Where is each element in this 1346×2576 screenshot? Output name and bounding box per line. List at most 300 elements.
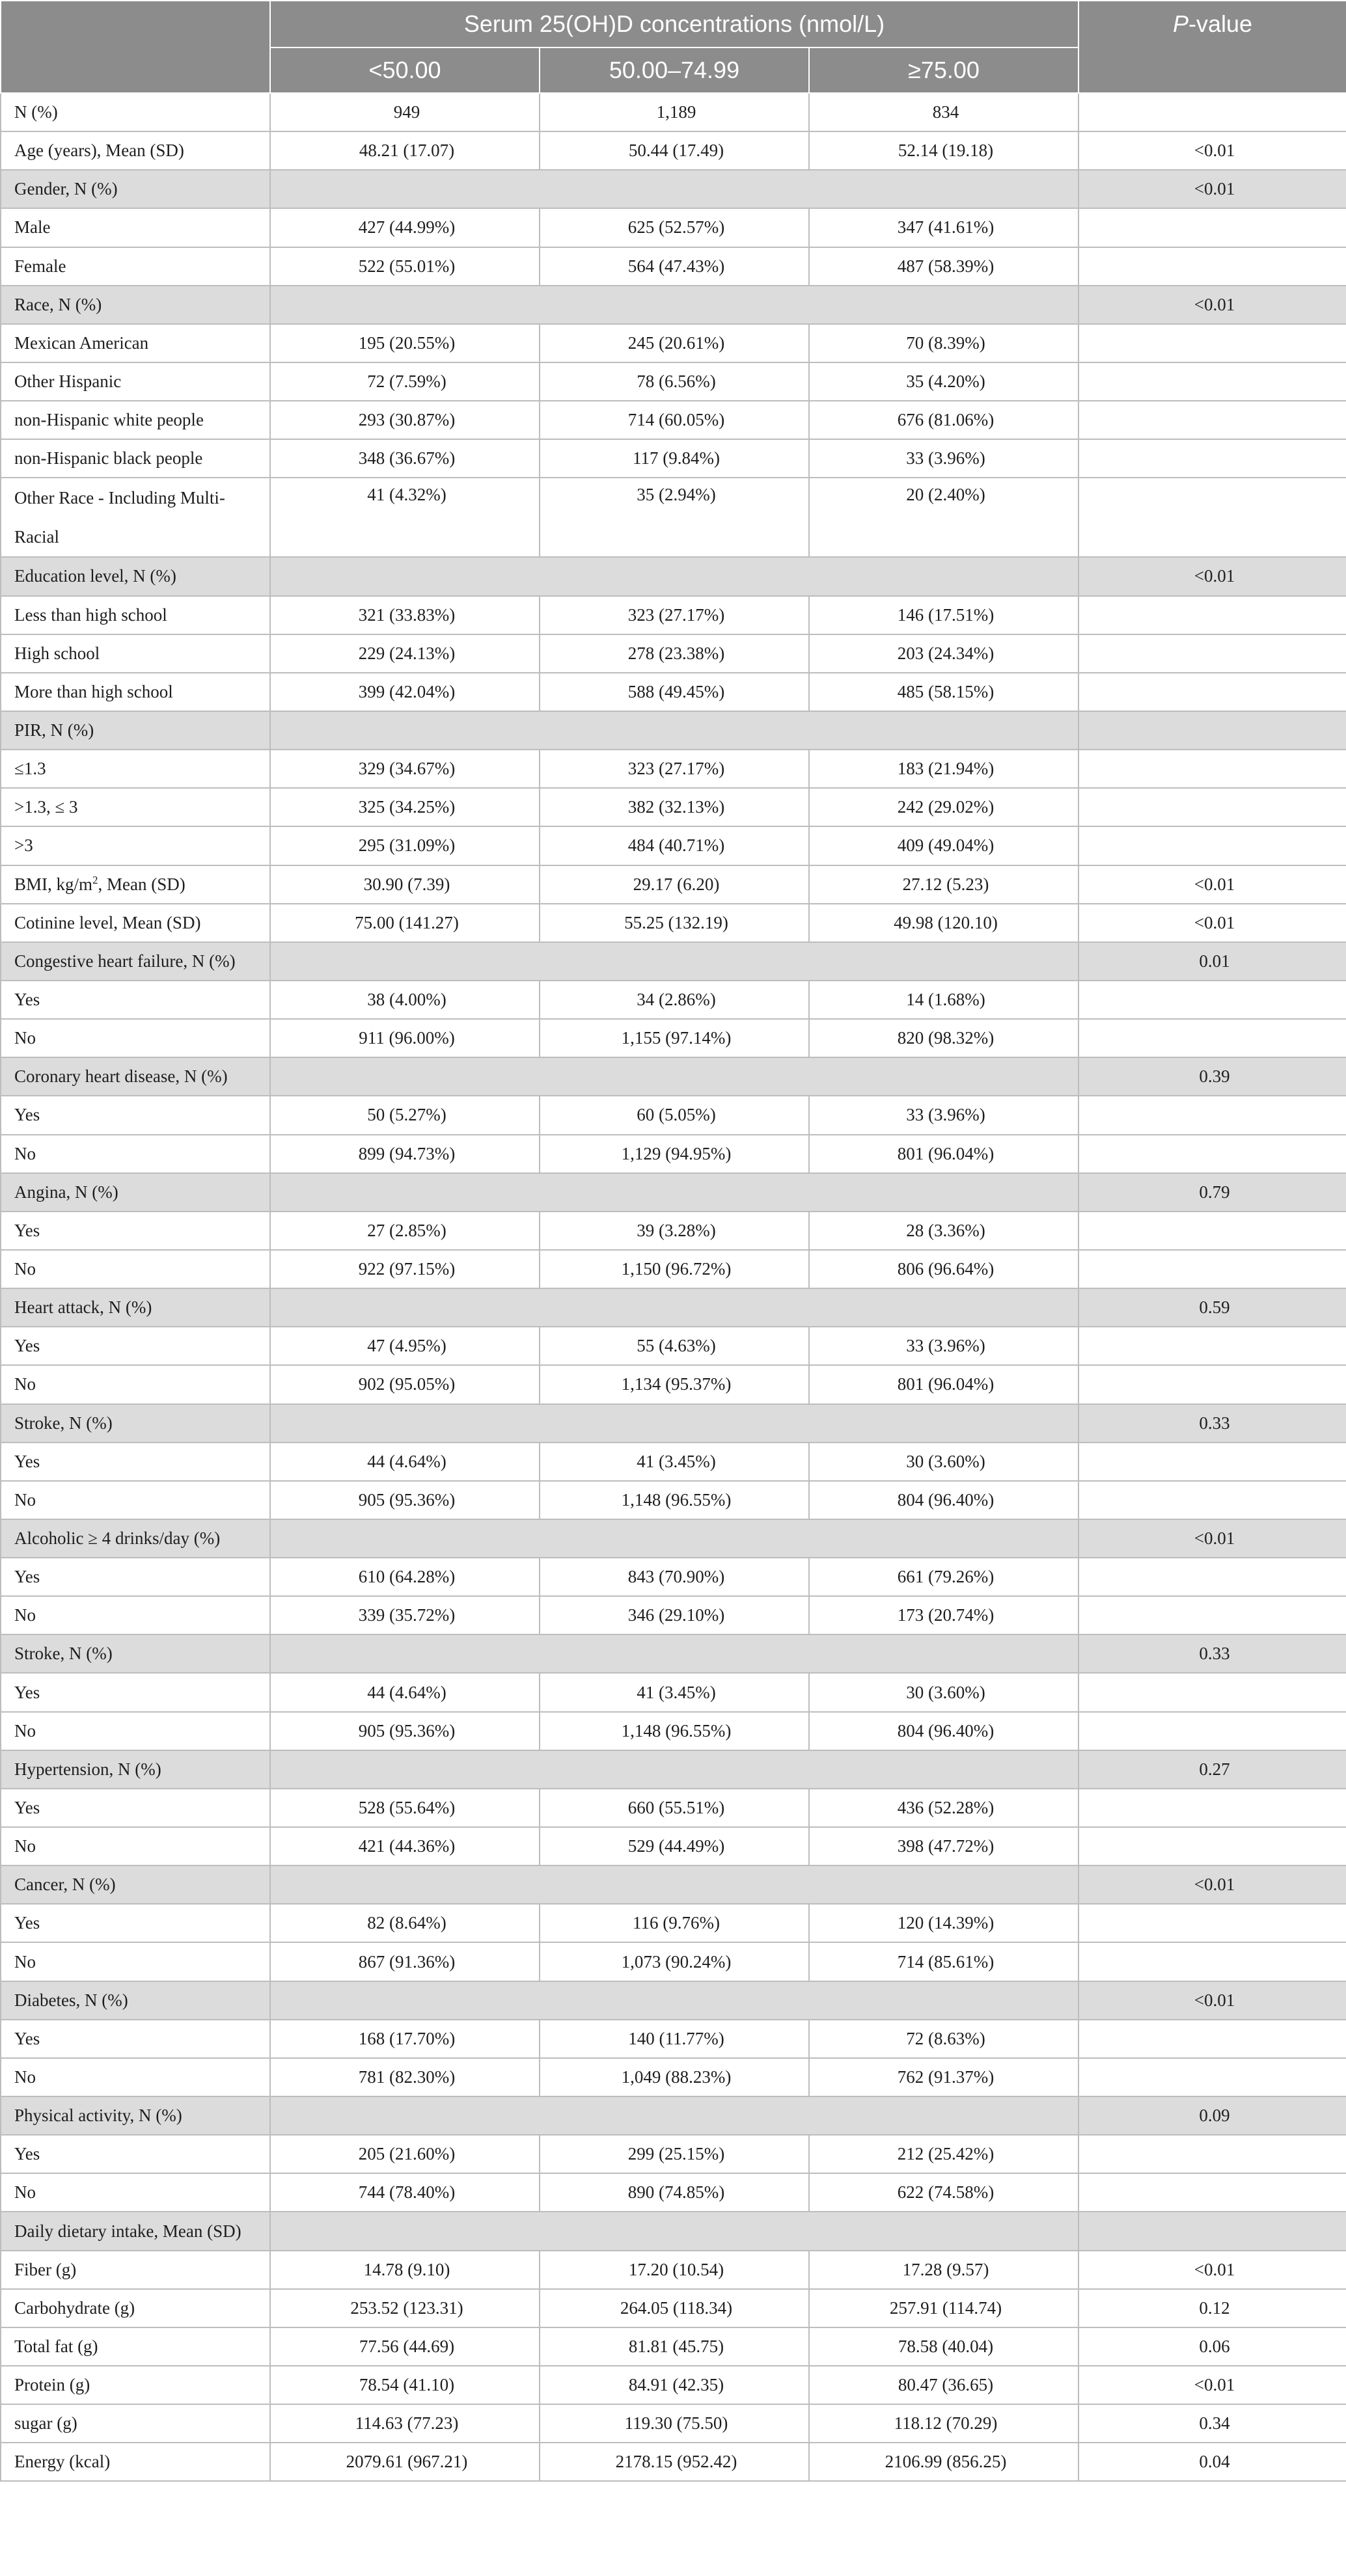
value-low: 339 (35.72%)	[270, 1596, 540, 1634]
row-label-text: Total fat (g)	[14, 2336, 98, 2356]
value-mid: 1,073 (90.24%)	[540, 1942, 809, 1981]
table-row	[1, 1904, 1346, 1942]
row-label-text: Daily dietary intake, Mean (SD)	[14, 2221, 241, 2241]
value-mid: 81.81 (45.75)	[540, 2327, 809, 2366]
row-label-text: Yes	[14, 1797, 40, 1817]
value-low: 30.90 (7.39)	[270, 865, 540, 904]
value-low: 82 (8.64%)	[270, 1904, 540, 1942]
value-mid: 34 (2.86%)	[540, 981, 809, 1019]
row-label	[1, 1904, 270, 1942]
table-row	[1, 2327, 1346, 2366]
row-label-text: Education level, N (%)	[14, 566, 176, 586]
p-value-cell	[1078, 1789, 1346, 1827]
row-label-text: Age (years), Mean (SD)	[14, 141, 184, 161]
table-row	[1, 1673, 1346, 1711]
table-row	[1, 1558, 1346, 1596]
p-value-cell	[1078, 1673, 1346, 1711]
p-value-cell	[1078, 826, 1346, 865]
row-label-text: Gender, N (%)	[14, 179, 118, 199]
row-label	[1, 131, 270, 170]
value-low: 295 (31.09%)	[270, 826, 540, 865]
group-empty-cell	[270, 1865, 1078, 1904]
table-row	[1, 1327, 1346, 1365]
value-low: 2079.61 (967.21)	[270, 2443, 540, 2481]
row-label-text: Carbohydrate (g)	[14, 2298, 135, 2318]
row-label-text: No	[14, 1143, 36, 1163]
p-value-cell	[1078, 1481, 1346, 1519]
value-low: 41 (4.32%)	[270, 478, 540, 557]
row-label-text: No	[14, 1605, 36, 1625]
value-mid: 299 (25.15%)	[540, 2135, 809, 2173]
value-mid: 714 (60.05%)	[540, 401, 809, 439]
row-label-text: Hypertension, N (%)	[14, 1759, 161, 1779]
row-label	[1, 1327, 270, 1365]
row-label-text: No	[14, 1836, 36, 1856]
value-mid: 35 (2.94%)	[540, 478, 809, 557]
value-low: 399 (42.04%)	[270, 673, 540, 711]
row-label-text: Alcoholic ≥ 4 drinks/day (%)	[14, 1528, 221, 1548]
row-label	[1, 596, 270, 634]
table-row	[1, 131, 1346, 170]
table-row	[1, 1096, 1346, 1134]
row-label	[1, 1827, 270, 1865]
value-mid: 1,155 (97.14%)	[540, 1019, 809, 1057]
p-value-cell: 0.09	[1078, 2096, 1346, 2135]
value-mid: 588 (49.45%)	[540, 673, 809, 711]
value-low: 14.78 (9.10)	[270, 2251, 540, 2289]
value-high: 804 (96.40%)	[809, 1481, 1078, 1519]
row-label	[1, 439, 270, 478]
row-label-text: No	[14, 2067, 36, 2087]
table-row	[1, 1712, 1346, 1750]
p-value-cell: <0.01	[1078, 170, 1346, 208]
row-label-text: Yes	[14, 1682, 40, 1702]
value-low: 922 (97.15%)	[270, 1250, 540, 1288]
row-label	[1, 981, 270, 1019]
row-label	[1, 1673, 270, 1711]
table-row	[1, 1481, 1346, 1519]
row-label	[1, 2058, 270, 2096]
value-mid: 1,134 (95.37%)	[540, 1365, 809, 1403]
value-mid: 116 (9.76%)	[540, 1904, 809, 1942]
value-low: 293 (30.87%)	[270, 401, 540, 439]
value-low: 949	[270, 93, 540, 131]
value-mid: 2178.15 (952.42)	[540, 2443, 809, 2481]
p-value-cell	[1078, 1827, 1346, 1865]
group-empty-cell	[270, 557, 1078, 595]
value-mid: 140 (11.77%)	[540, 2020, 809, 2058]
p-value-cell: <0.01	[1078, 904, 1346, 942]
header-col-mid: 50.00–74.99	[540, 47, 809, 93]
group-empty-cell	[270, 1519, 1078, 1558]
row-label	[1, 1443, 270, 1481]
value-mid: 346 (29.10%)	[540, 1596, 809, 1634]
p-value-cell: <0.01	[1078, 1865, 1346, 1904]
header-blank-cell	[1, 1, 270, 93]
value-low: 781 (82.30%)	[270, 2058, 540, 2096]
row-label-text: Congestive heart failure, N (%)	[14, 951, 236, 971]
value-mid: 55 (4.63%)	[540, 1327, 809, 1365]
row-label	[1, 2327, 270, 2366]
value-high: 183 (21.94%)	[809, 750, 1078, 788]
value-high: 806 (96.64%)	[809, 1250, 1078, 1288]
value-high: 347 (41.61%)	[809, 208, 1078, 247]
table-row	[1, 1596, 1346, 1634]
row-label-text: No	[14, 1489, 36, 1510]
row-label-text: Male	[14, 217, 51, 237]
table-row	[1, 93, 1346, 131]
p-value-cell: 0.12	[1078, 2289, 1346, 2327]
p-value-cell	[1078, 1712, 1346, 1750]
group-label	[1, 942, 270, 981]
row-label-superscript: 2	[92, 873, 98, 886]
p-value-cell	[1078, 2212, 1346, 2250]
value-high: 70 (8.39%)	[809, 324, 1078, 362]
table-row	[1, 2020, 1346, 2058]
p-value-cell: 0.39	[1078, 1057, 1346, 1096]
value-low: 253.52 (123.31)	[270, 2289, 540, 2327]
p-value-cell: 0.06	[1078, 2327, 1346, 2366]
value-low: 78.54 (41.10)	[270, 2366, 540, 2404]
table-row	[1, 2058, 1346, 2096]
group-row	[1, 1865, 1346, 1904]
p-value-cell: <0.01	[1078, 131, 1346, 170]
row-label	[1, 1212, 270, 1250]
table-row	[1, 981, 1346, 1019]
value-low: 610 (64.28%)	[270, 1558, 540, 1596]
p-value-cell	[1078, 208, 1346, 247]
table-header	[1, 1, 1346, 93]
value-mid: 39 (3.28%)	[540, 1212, 809, 1250]
row-label-text: sugar (g)	[14, 2413, 77, 2434]
value-high: 49.98 (120.10)	[809, 904, 1078, 942]
value-high: 27.12 (5.23)	[809, 865, 1078, 904]
value-high: 398 (47.72%)	[809, 1827, 1078, 1865]
group-row	[1, 286, 1346, 324]
p-value-cell: 0.01	[1078, 942, 1346, 981]
row-label-text: BMI, kg/m	[14, 874, 93, 894]
table-row	[1, 1827, 1346, 1865]
value-high: 33 (3.96%)	[809, 1096, 1078, 1134]
group-empty-cell	[270, 170, 1078, 208]
group-empty-cell	[270, 1981, 1078, 2020]
value-high: 661 (79.26%)	[809, 1558, 1078, 1596]
row-label	[1, 2135, 270, 2173]
table-row	[1, 2251, 1346, 2289]
group-row	[1, 1404, 1346, 1443]
row-label-text: Female	[14, 256, 66, 276]
row-label-text: Yes	[14, 1105, 40, 1125]
value-high: 622 (74.58%)	[809, 2173, 1078, 2212]
value-mid: 529 (44.49%)	[540, 1827, 809, 1865]
group-empty-cell	[270, 942, 1078, 981]
value-high: 78.58 (40.04)	[809, 2327, 1078, 2366]
p-value-cell	[1078, 2058, 1346, 2096]
row-label-text: Diabetes, N (%)	[14, 1990, 128, 2010]
table-row	[1, 247, 1346, 286]
row-label-text: Yes	[14, 1336, 40, 1356]
group-label	[1, 1981, 270, 2020]
value-mid: 55.25 (132.19)	[540, 904, 809, 942]
value-high: 834	[809, 93, 1078, 131]
value-low: 50 (5.27%)	[270, 1096, 540, 1134]
value-mid: 17.20 (10.54)	[540, 2251, 809, 2289]
group-label	[1, 286, 270, 324]
p-value-cell	[1078, 324, 1346, 362]
value-low: 44 (4.64%)	[270, 1443, 540, 1481]
row-label	[1, 2404, 270, 2443]
p-value-cell: <0.01	[1078, 2251, 1346, 2289]
row-label-text: No	[14, 1720, 36, 1741]
row-label	[1, 478, 270, 557]
value-mid: 323 (27.17%)	[540, 596, 809, 634]
p-value-cell: <0.01	[1078, 286, 1346, 324]
row-label	[1, 1942, 270, 1981]
group-empty-cell	[270, 1750, 1078, 1789]
value-mid: 119.30 (75.50)	[540, 2404, 809, 2443]
row-label-text: Angina, N (%)	[14, 1182, 118, 1202]
p-value-cell	[1078, 1327, 1346, 1365]
group-label	[1, 1865, 270, 1904]
group-label	[1, 1404, 270, 1443]
value-low: 348 (36.67%)	[270, 439, 540, 478]
table-row	[1, 1250, 1346, 1288]
p-value-cell	[1078, 401, 1346, 439]
value-high: 257.91 (114.74)	[809, 2289, 1078, 2327]
p-value-cell	[1078, 1096, 1346, 1134]
table-row	[1, 750, 1346, 788]
table-row	[1, 1135, 1346, 1173]
value-high: 30 (3.60%)	[809, 1443, 1078, 1481]
table-row	[1, 2135, 1346, 2173]
value-mid: 1,150 (96.72%)	[540, 1250, 809, 1288]
table-row	[1, 2366, 1346, 2404]
value-low: 902 (95.05%)	[270, 1365, 540, 1403]
header-p-value-rest: -value	[1188, 10, 1253, 37]
value-mid: 1,129 (94.95%)	[540, 1135, 809, 1173]
table-row	[1, 1019, 1346, 1057]
p-value-cell: <0.01	[1078, 1519, 1346, 1558]
value-high: 485 (58.15%)	[809, 673, 1078, 711]
row-label	[1, 2173, 270, 2212]
value-high: 17.28 (9.57)	[809, 2251, 1078, 2289]
group-empty-cell	[270, 2096, 1078, 2135]
row-label	[1, 2443, 270, 2481]
row-label	[1, 401, 270, 439]
value-high: 28 (3.36%)	[809, 1212, 1078, 1250]
group-label	[1, 711, 270, 750]
value-low: 48.21 (17.07)	[270, 131, 540, 170]
group-label	[1, 1288, 270, 1327]
header-p-value-italic: P	[1172, 10, 1188, 37]
row-label	[1, 208, 270, 247]
value-low: 205 (21.60%)	[270, 2135, 540, 2173]
table-row	[1, 439, 1346, 478]
row-label-text: PIR, N (%)	[14, 720, 94, 740]
table-row	[1, 401, 1346, 439]
value-mid: 1,189	[540, 93, 809, 131]
group-label	[1, 1173, 270, 1212]
table-row	[1, 1942, 1346, 1981]
row-label-text: N (%)	[14, 102, 58, 122]
value-low: 77.56 (44.69)	[270, 2327, 540, 2366]
value-low: 867 (91.36%)	[270, 1942, 540, 1981]
row-label-text: Heart attack, N (%)	[14, 1297, 152, 1318]
row-label	[1, 1135, 270, 1173]
p-value-cell	[1078, 478, 1346, 557]
row-label-text: No	[14, 1374, 36, 1394]
row-label-text: Yes	[14, 990, 40, 1010]
row-label	[1, 2020, 270, 2058]
value-high: 146 (17.51%)	[809, 596, 1078, 634]
value-mid: 278 (23.38%)	[540, 634, 809, 673]
group-row	[1, 942, 1346, 981]
value-low: 195 (20.55%)	[270, 324, 540, 362]
group-row	[1, 1173, 1346, 1212]
row-label-text: Yes	[14, 1220, 40, 1240]
value-low: 38 (4.00%)	[270, 981, 540, 1019]
row-label-text: Other Hispanic	[14, 372, 122, 392]
row-label-text: Yes	[14, 1913, 40, 1933]
p-value-cell	[1078, 247, 1346, 286]
value-mid: 323 (27.17%)	[540, 750, 809, 788]
value-high: 203 (24.34%)	[809, 634, 1078, 673]
row-label-text: non-Hispanic white people	[14, 410, 204, 430]
header-col-low: <50.00	[270, 47, 540, 93]
p-value-cell	[1078, 1558, 1346, 1596]
table-body	[1, 93, 1346, 2481]
value-mid: 245 (20.61%)	[540, 324, 809, 362]
table-row	[1, 1365, 1346, 1403]
table-row	[1, 596, 1346, 634]
row-label	[1, 1558, 270, 1596]
group-label	[1, 2212, 270, 2250]
row-label-suffix: , Mean (SD)	[98, 874, 185, 894]
value-high: 118.12 (70.29)	[809, 2404, 1078, 2443]
group-label	[1, 1634, 270, 1673]
group-label	[1, 170, 270, 208]
table-row	[1, 2289, 1346, 2327]
table-row	[1, 1789, 1346, 1827]
value-low: 114.63 (77.23)	[270, 2404, 540, 2443]
group-row	[1, 1750, 1346, 1789]
group-row	[1, 1981, 1346, 2020]
value-low: 899 (94.73%)	[270, 1135, 540, 1173]
p-value-cell	[1078, 1019, 1346, 1057]
value-low: 905 (95.36%)	[270, 1712, 540, 1750]
row-label	[1, 788, 270, 826]
value-low: 528 (55.64%)	[270, 1789, 540, 1827]
value-high: 173 (20.74%)	[809, 1596, 1078, 1634]
value-mid: 564 (47.43%)	[540, 247, 809, 286]
row-label-text: Fiber (g)	[14, 2259, 77, 2279]
value-high: 52.14 (19.18)	[809, 131, 1078, 170]
value-mid: 484 (40.71%)	[540, 826, 809, 865]
row-label	[1, 1250, 270, 1288]
row-label-text: Race, N (%)	[14, 294, 102, 314]
p-value-cell	[1078, 93, 1346, 131]
row-label-text: No	[14, 2182, 36, 2203]
row-label-text: Yes	[14, 2144, 40, 2164]
p-value-cell	[1078, 750, 1346, 788]
p-value-cell: 0.79	[1078, 1173, 1346, 1212]
value-mid: 78 (6.56%)	[540, 362, 809, 401]
row-label	[1, 826, 270, 865]
p-value-cell	[1078, 1212, 1346, 1250]
row-label	[1, 865, 270, 904]
row-label	[1, 2289, 270, 2327]
value-mid: 60 (5.05%)	[540, 1096, 809, 1134]
header-p-value	[1078, 1, 1346, 93]
group-empty-cell	[270, 1288, 1078, 1327]
row-label-text: Coronary heart disease, N (%)	[14, 1066, 228, 1087]
p-value-cell: 0.27	[1078, 1750, 1346, 1789]
header-group-title: Serum 25(OH)D concentrations (nmol/L)	[270, 1, 1078, 47]
row-label	[1, 2366, 270, 2404]
group-label	[1, 1057, 270, 1096]
group-empty-cell	[270, 1634, 1078, 1673]
row-label	[1, 362, 270, 401]
group-empty-cell	[270, 1404, 1078, 1443]
row-label-text: More than high school	[14, 681, 173, 701]
p-value-cell	[1078, 2135, 1346, 2173]
table-row	[1, 634, 1346, 673]
row-label	[1, 93, 270, 131]
value-mid: 1,049 (88.23%)	[540, 2058, 809, 2096]
p-value-cell	[1078, 711, 1346, 750]
row-label-text: Stroke, N (%)	[14, 1413, 113, 1433]
value-mid: 50.44 (17.49)	[540, 131, 809, 170]
p-value-cell: 0.04	[1078, 2443, 1346, 2481]
value-low: 27 (2.85%)	[270, 1212, 540, 1250]
group-row	[1, 1519, 1346, 1558]
group-empty-cell	[270, 286, 1078, 324]
value-low: 321 (33.83%)	[270, 596, 540, 634]
group-label	[1, 1750, 270, 1789]
value-low: 229 (24.13%)	[270, 634, 540, 673]
value-high: 30 (3.60%)	[809, 1673, 1078, 1711]
group-row	[1, 557, 1346, 595]
p-value-cell	[1078, 1443, 1346, 1481]
row-label-text: Energy (kcal)	[14, 2452, 111, 2472]
row-label-text: Yes	[14, 1567, 40, 1587]
p-value-cell	[1078, 788, 1346, 826]
table-row	[1, 2173, 1346, 2212]
value-low: 44 (4.64%)	[270, 1673, 540, 1711]
value-mid: 625 (52.57%)	[540, 208, 809, 247]
p-value-cell	[1078, 1365, 1346, 1403]
p-value-cell	[1078, 1942, 1346, 1981]
value-low: 47 (4.95%)	[270, 1327, 540, 1365]
value-mid: 660 (55.51%)	[540, 1789, 809, 1827]
group-empty-cell	[270, 2212, 1078, 2250]
table-row	[1, 1212, 1346, 1250]
p-value-cell	[1078, 1596, 1346, 1634]
row-label	[1, 750, 270, 788]
value-low: 911 (96.00%)	[270, 1019, 540, 1057]
value-mid: 41 (3.45%)	[540, 1443, 809, 1481]
value-low: 427 (44.99%)	[270, 208, 540, 247]
value-high: 80.47 (36.65)	[809, 2366, 1078, 2404]
value-high: 676 (81.06%)	[809, 401, 1078, 439]
value-mid: 843 (70.90%)	[540, 1558, 809, 1596]
row-label	[1, 1712, 270, 1750]
row-label-text: Less than high school	[14, 604, 167, 625]
group-row	[1, 711, 1346, 750]
value-mid: 41 (3.45%)	[540, 1673, 809, 1711]
value-low: 325 (34.25%)	[270, 788, 540, 826]
p-value-cell: <0.01	[1078, 865, 1346, 904]
